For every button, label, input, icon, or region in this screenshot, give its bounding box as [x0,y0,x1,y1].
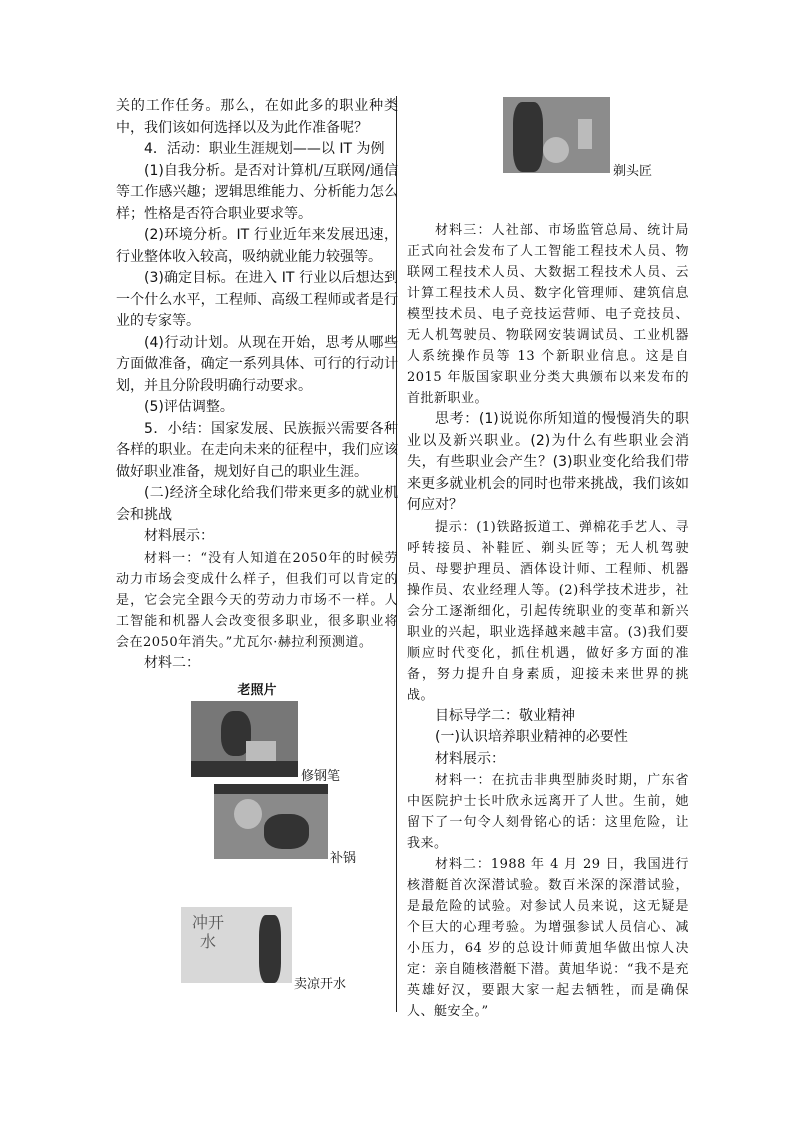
paragraph: 材料展示： [435,750,505,767]
material-one: 材料一：“没有人知道在2050年的时候劳动力市场会变成什么样子，但我们可以肯定的是，它会完全跟今天的劳动力市场不一样。人工智能和机器人会改变很多职业，很多职业将会在2050年消失。”尤瓦尔·赫拉利预测道。 [116,550,398,650]
paragraph: 关的工作任务。那么，在如此多的职业种类中，我们该如何选择以及为此作准备呢？ [116,98,398,136]
caption-water-seller: 卖凉开水 [294,977,347,992]
section-heading: (一)认识培养职业精神的必要性 [435,729,628,745]
paragraph: (3)确定目标。在进入 IT 行业以后想达到一个什么水平，工程师、高级工程师或者是行业的专家等。 [116,270,398,329]
hint-paragraph: 提示：(1)铁路扳道工、弹棉花手艺人、寻呼转接员、补鞋匠、剃头匠等；无人机驾驶员、母婴护理员、酒体设计师、工程师、机器操作员、农业经理人等。(2)科学技术进步，社会分工逐渐细化，引起传统职业的变革和新兴职业的兴起，职业选择越来越丰富。(3)我们要顺应时代变化，抓住机遇，做好多方面的准备，努力提升自身素质，迎接未来世界的挑战。 [407,519,689,703]
paragraph: 思考：(1)说说你所知道的慢慢消失的职业以及新兴职业。(2)为什么有些职业会消失，有些职业会产生？(3)职业变化给我们带来更多就业机会的同时也带来挑战，我们该如何应对？ [407,411,689,513]
sign-text: 冲开水 [191,913,224,951]
material-two-right: 材料二：1988 年 4 月 29 日，我国进行核潜艇首次深潜试验。数百米深的深潜试验，是最危险的试验。对参试人员来说，这无疑是个巨大的心理考验。为增强参试人员信心、减小压力，64 岁的总设计师黄旭华做出惊人决定：亲自随核潜艇下潜。黄旭华说：“我不是充英雄好汉，要跟大家一起去牺牲，而是确保人、艇安全。” [407,857,689,1019]
photo-pen-repair [191,701,298,777]
section-heading: (二)经济全球化给我们带来更多的就业机会和挑战 [116,485,398,523]
caption-barber: 剃头匠 [613,164,653,179]
photo-barber [503,97,610,173]
paragraph: 4．活动：职业生涯规划——以 IT 为例 [144,141,385,157]
photo-title: 老照片 [237,683,277,698]
paragraph: (4)行动计划。从现在开始，思考从哪些方面做准备，确定一系列具体、可行的行动计划，并且分阶段明确行动要求。 [116,334,398,394]
caption-pen-repair: 修钢笔 [301,769,341,784]
paragraph: (5)评估调整。 [144,399,234,415]
caption-pot-repair: 补锅 [330,851,357,866]
section-heading: 目标导学二：敬业精神 [435,707,575,724]
paragraph: 材料二： [144,654,200,671]
material-one-right: 材料一：在抗击非典型肺炎时期，广东省中医院护士长叶欣永远离开了人世。生前，她留下了一句令人刻骨铭心的话：这里危险，让我来。 [407,773,689,851]
left-column [116,96,398,702]
right-column [407,220,689,1022]
paragraph: 材料展示： [144,528,214,544]
photo-water-seller [181,907,292,983]
paragraph: (2)环境分析。IT 行业近年来发展迅速，行业整体收入较高，吸纳就业能力较强等。 [116,227,398,265]
photo-pot-repair [214,784,328,859]
paragraph: (1)自我分析。是否对计算机/互联网/通信等工作感兴趣；逻辑思维能力、分析能力怎么样；性格是否符合职业要求等。 [116,162,398,222]
paragraph: 5．小结：国家发展、民族振兴需要各种各样的职业。在走向未来的征程中，我们应该做好职业准备，规划好自己的职业生涯。 [116,420,398,480]
material-three: 材料三：人社部、市场监管总局、统计局正式向社会发布了人工智能工程技术人员、物联网工程技术人员、大数据工程技术人员、云计算工程技术人员、数字化管理师、建筑信息模型技术员、电子竞技运营师、电子竞技员、无人机驾驶员、物联网安装调试员、工业机器人系统操作员等 13 个新职业信息。这是自 2015 年版国家职业分类大典颁布以来发布的首批新职业。 [407,223,689,406]
